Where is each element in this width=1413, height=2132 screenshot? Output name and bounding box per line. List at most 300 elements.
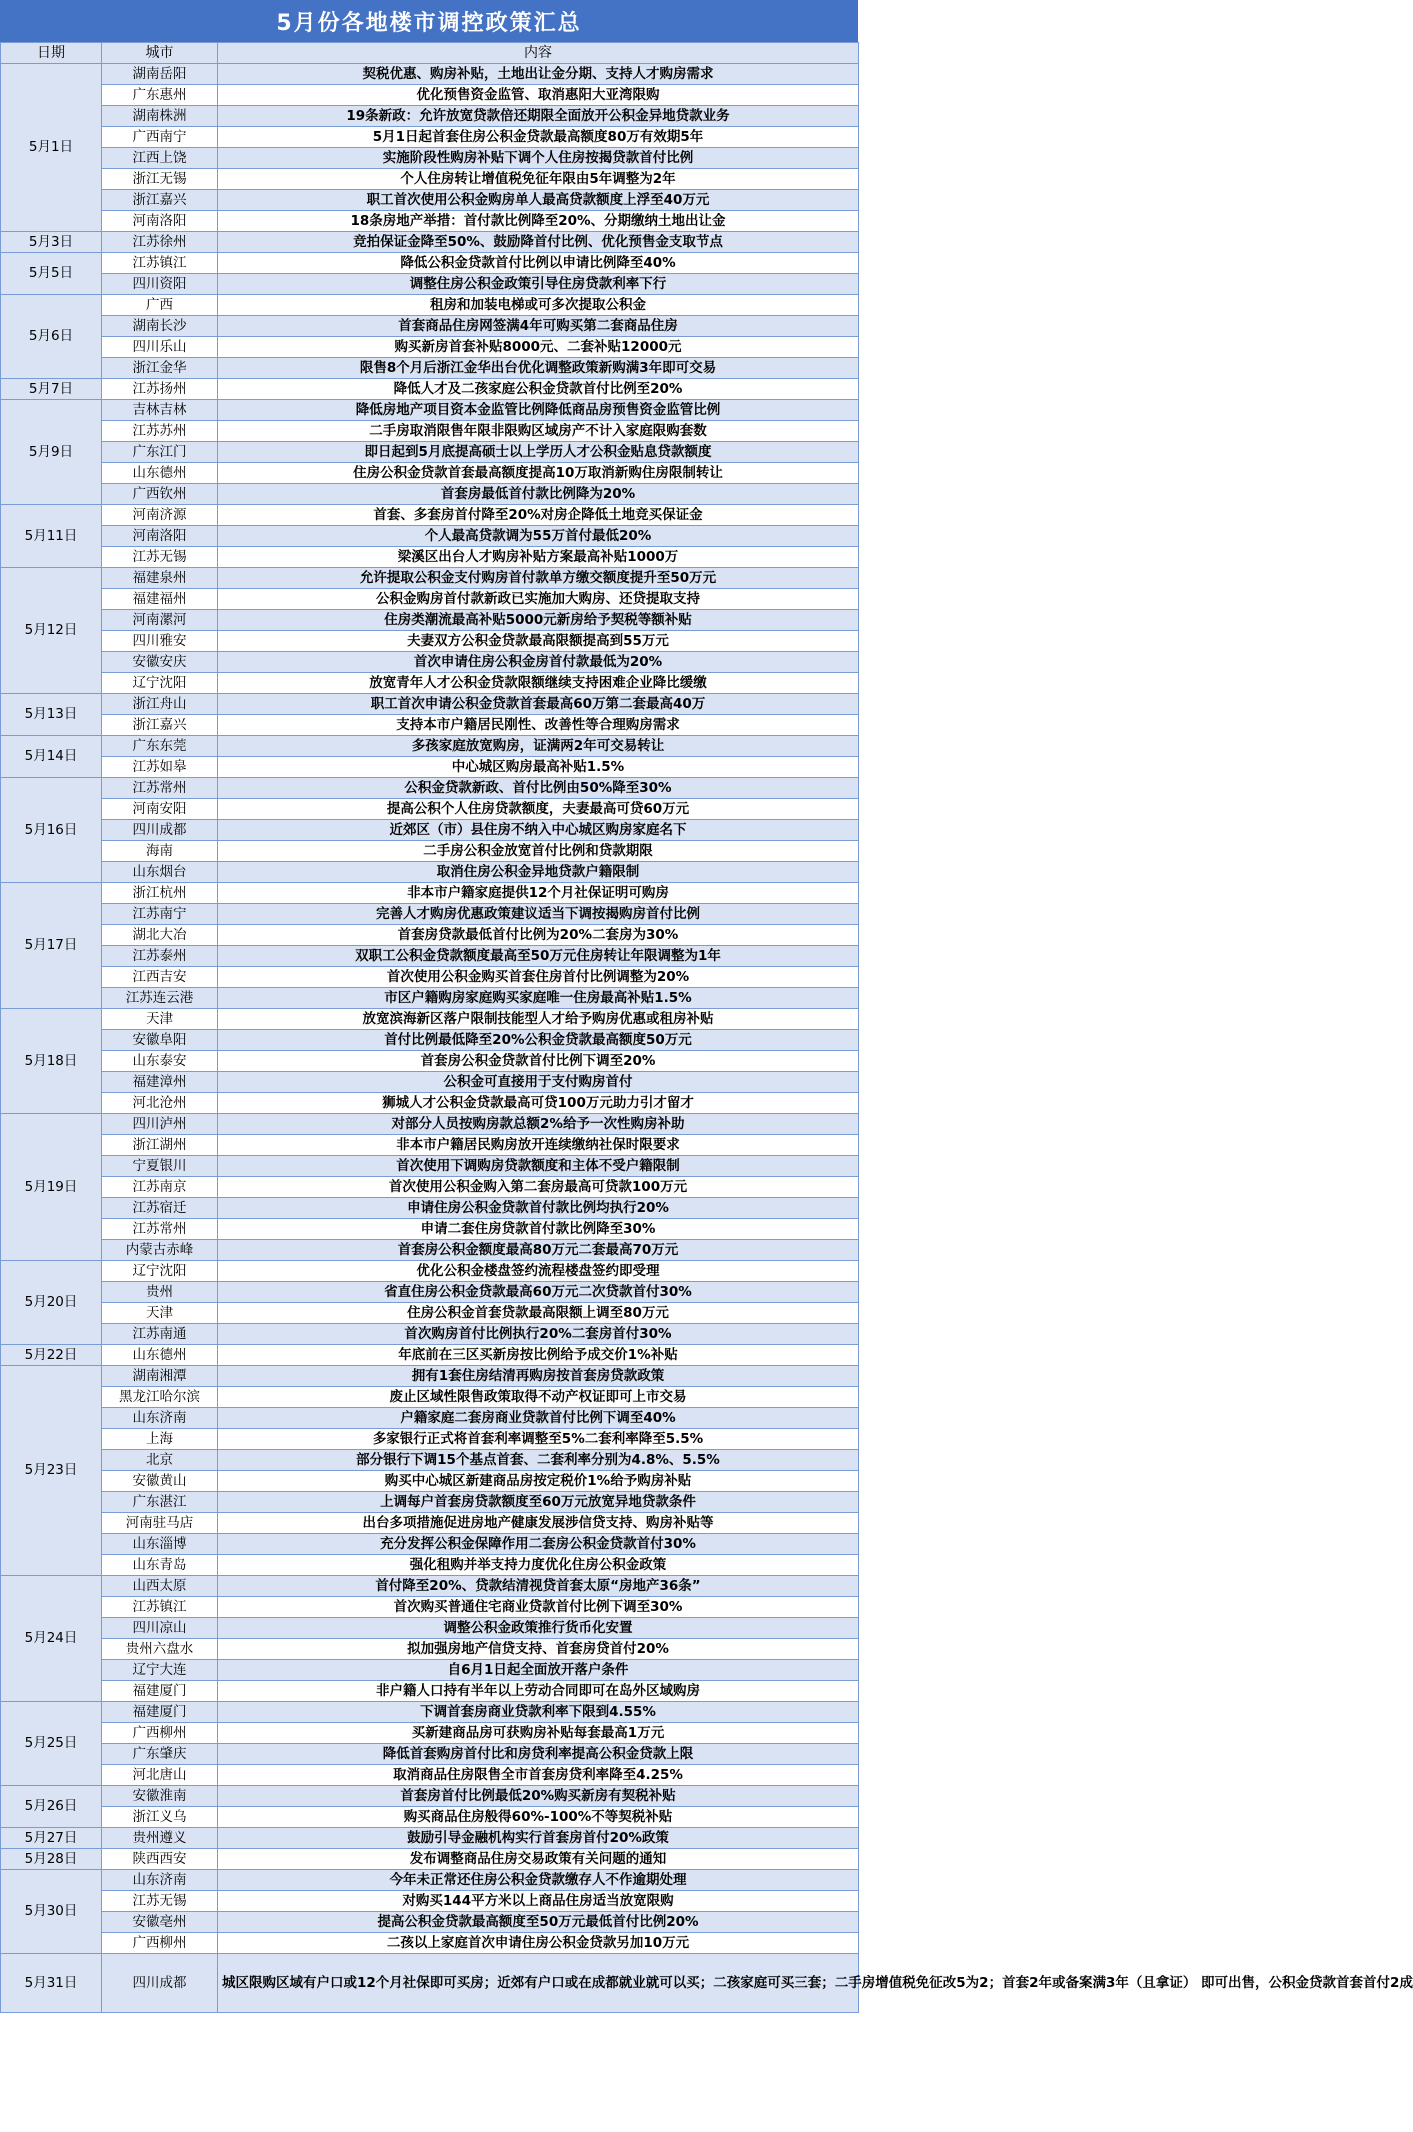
city-cell: 福建泉州 — [102, 568, 218, 589]
table-row — [1, 1534, 859, 1555]
content-cell: 二手房公积金放宽首付比例和贷款期限 — [218, 841, 859, 862]
table-row — [1, 568, 859, 589]
table-header-row — [1, 43, 859, 64]
city-cell: 辽宁大连 — [102, 1660, 218, 1681]
table-row — [1, 1177, 859, 1198]
table-row — [1, 1702, 859, 1723]
content-cell: 个人最高贷款调为55万首付最低20% — [218, 526, 859, 547]
content-cell: 首次购房首付比例执行20%二套房首付30% — [218, 1324, 859, 1345]
table-row — [1, 1240, 859, 1261]
content-cell: 对购买144平方米以上商品住房适当放宽限购 — [218, 1891, 859, 1912]
city-cell: 浙江嘉兴 — [102, 715, 218, 736]
content-cell: 购买商品住房般得60%-100%不等契税补贴 — [218, 1807, 859, 1828]
content-cell: 拟加强房地产信贷支持、首套房贷首付20% — [218, 1639, 859, 1660]
city-cell: 天津 — [102, 1303, 218, 1324]
content-cell: 梁溪区出台人才购房补贴方案最高补贴1000万 — [218, 547, 859, 568]
content-cell: 非本市户籍居民购房放开连续缴纳社保时限要求 — [218, 1135, 859, 1156]
city-cell: 福建漳州 — [102, 1072, 218, 1093]
city-cell: 江苏扬州 — [102, 379, 218, 400]
content-cell: 首套房最低首付款比例降为20% — [218, 484, 859, 505]
city-cell: 山东德州 — [102, 1345, 218, 1366]
city-cell: 江苏常州 — [102, 778, 218, 799]
city-cell: 福建福州 — [102, 589, 218, 610]
city-cell: 四川凉山 — [102, 1618, 218, 1639]
city-cell: 贵州遵义 — [102, 1828, 218, 1849]
content-cell: 二手房取消限售年限非限购区域房产不计入家庭限购套数 — [218, 421, 859, 442]
content-cell: 住房公积金贷款首套最高额度提高10万取消新购住房限制转让 — [218, 463, 859, 484]
table-row — [1, 1345, 859, 1366]
content-cell: 放宽青年人才公积金贷款限额继续支持困难企业降比缓缴 — [218, 673, 859, 694]
table-row — [1, 1114, 859, 1135]
table-row — [1, 631, 859, 652]
content-cell: 近郊区（市）县住房不纳入中心城区购房家庭名下 — [218, 820, 859, 841]
content-cell: 契税优惠、购房补贴，土地出让金分期、支持人才购房需求 — [218, 64, 859, 85]
content-cell: 允许提取公积金支付购房首付款单方缴交额度提升至50万元 — [218, 568, 859, 589]
content-cell: 年底前在三区买新房按比例给予成交价1%补贴 — [218, 1345, 859, 1366]
table-row — [1, 1618, 859, 1639]
table-row — [1, 778, 859, 799]
date-cell: 5月3日 — [1, 232, 102, 253]
content-cell: 首次使用公积金购买首套住房首付比例调整为20% — [218, 967, 859, 988]
content-cell: 提高公积金贷款最高额度至50万元最低首付比例20% — [218, 1912, 859, 1933]
table-row — [1, 799, 859, 820]
content-cell: 非户籍人口持有半年以上劳动合同即可在岛外区域购房 — [218, 1681, 859, 1702]
content-cell: 19条新政：允许放宽贷款倍还期限全面放开公积金异地贷款业务 — [218, 106, 859, 127]
table-row — [1, 1513, 859, 1534]
city-cell: 江苏镇江 — [102, 253, 218, 274]
city-cell: 陕西西安 — [102, 1849, 218, 1870]
content-cell: 竞拍保证金降至50%、鼓励降首付比例、优化预售金支取节点 — [218, 232, 859, 253]
city-cell: 广西柳州 — [102, 1723, 218, 1744]
content-cell: 降低房地产项目资本金监管比例降低商品房预售资金监管比例 — [218, 400, 859, 421]
city-cell: 福建厦门 — [102, 1681, 218, 1702]
city-cell: 江苏徐州 — [102, 232, 218, 253]
table-row — [1, 505, 859, 526]
content-cell: 中心城区购房最高补贴1.5% — [218, 757, 859, 778]
table-row — [1, 1870, 859, 1891]
content-cell: 拥有1套住房结清再购房按首套房贷款政策 — [218, 1366, 859, 1387]
city-cell: 江苏宿迁 — [102, 1198, 218, 1219]
table-row — [1, 1681, 859, 1702]
city-cell: 山东德州 — [102, 463, 218, 484]
date-cell: 5月12日 — [1, 568, 102, 694]
table-row — [1, 862, 859, 883]
table-row — [1, 1639, 859, 1660]
table-row — [1, 757, 859, 778]
city-cell: 山东济南 — [102, 1408, 218, 1429]
city-cell: 内蒙古赤峰 — [102, 1240, 218, 1261]
table-row — [1, 484, 859, 505]
city-cell: 江苏连云港 — [102, 988, 218, 1009]
city-cell: 广东惠州 — [102, 85, 218, 106]
table-row — [1, 1366, 859, 1387]
header-date: 日期 — [1, 43, 102, 64]
content-cell: 取消住房公积金异地贷款户籍限制 — [218, 862, 859, 883]
content-cell: 降低人才及二孩家庭公积金贷款首付比例至20% — [218, 379, 859, 400]
date-cell: 5月14日 — [1, 736, 102, 778]
city-cell: 四川泸州 — [102, 1114, 218, 1135]
table-row — [1, 1072, 859, 1093]
city-cell: 河南驻马店 — [102, 1513, 218, 1534]
date-cell: 5月31日 — [1, 1954, 102, 2013]
table-row — [1, 841, 859, 862]
date-cell: 5月22日 — [1, 1345, 102, 1366]
city-cell: 辽宁沈阳 — [102, 673, 218, 694]
content-cell: 个人住房转让增值税免征年限由5年调整为2年 — [218, 169, 859, 190]
content-cell: 市区户籍购房家庭购买家庭唯一住房最高补贴1.5% — [218, 988, 859, 1009]
content-cell: 首次使用下调购房贷款额度和主体不受户籍限制 — [218, 1156, 859, 1177]
city-cell: 北京 — [102, 1450, 218, 1471]
date-cell: 5月9日 — [1, 400, 102, 505]
city-cell: 江苏南京 — [102, 1177, 218, 1198]
table-row — [1, 1156, 859, 1177]
city-cell: 四川成都 — [102, 820, 218, 841]
table-row — [1, 1954, 859, 2013]
city-cell: 湖南岳阳 — [102, 64, 218, 85]
table-row — [1, 1933, 859, 1954]
table-row — [1, 1450, 859, 1471]
city-cell: 江苏无锡 — [102, 1891, 218, 1912]
city-cell: 河南漯河 — [102, 610, 218, 631]
content-cell: 公积金贷款新政、首付比例由50%降至30% — [218, 778, 859, 799]
date-cell: 5月18日 — [1, 1009, 102, 1114]
city-cell: 河南济源 — [102, 505, 218, 526]
city-cell: 辽宁沈阳 — [102, 1261, 218, 1282]
city-cell: 广西柳州 — [102, 1933, 218, 1954]
table-row — [1, 694, 859, 715]
city-cell: 江西上饶 — [102, 148, 218, 169]
table-row — [1, 463, 859, 484]
table-row — [1, 316, 859, 337]
city-cell: 浙江义乌 — [102, 1807, 218, 1828]
table-row — [1, 589, 859, 610]
content-cell: 强化租购并举支持力度优化住房公积金政策 — [218, 1555, 859, 1576]
content-cell: 5月1日起首套住房公积金贷款最高额度80万有效期5年 — [218, 127, 859, 148]
city-cell: 宁夏银川 — [102, 1156, 218, 1177]
content-cell: 公积金购房首付款新政已实施加大购房、还贷提取支持 — [218, 589, 859, 610]
content-cell: 首付降至20%、贷款结清视贷首套太原“房地产36条” — [218, 1576, 859, 1597]
date-cell: 5月26日 — [1, 1786, 102, 1828]
date-cell: 5月5日 — [1, 253, 102, 295]
table-row — [1, 358, 859, 379]
table-row — [1, 967, 859, 988]
city-cell: 湖北大冶 — [102, 925, 218, 946]
city-cell: 江苏泰州 — [102, 946, 218, 967]
content-cell: 出台多项措施促进房地产健康发展涉信贷支持、购房补贴等 — [218, 1513, 859, 1534]
content-cell: 调整公积金政策推行货币化安置 — [218, 1618, 859, 1639]
content-cell: 省直住房公积金贷款最高60万元二次贷款首付30% — [218, 1282, 859, 1303]
content-cell: 户籍家庭二套房商业贷款首付比例下调至40% — [218, 1408, 859, 1429]
city-cell: 浙江杭州 — [102, 883, 218, 904]
table-row — [1, 1723, 859, 1744]
table-row — [1, 1093, 859, 1114]
table-row — [1, 1471, 859, 1492]
content-cell: 职工首次使用公积金购房单人最高贷款额度上浮至40万元 — [218, 190, 859, 211]
content-cell: 首次申请住房公积金房首付款最低为20% — [218, 652, 859, 673]
city-cell: 安徽黄山 — [102, 1471, 218, 1492]
city-cell: 江苏常州 — [102, 1219, 218, 1240]
content-cell: 首套房公积金额度最高80万元二套最高70万元 — [218, 1240, 859, 1261]
city-cell: 湖南湘潭 — [102, 1366, 218, 1387]
city-cell: 吉林吉林 — [102, 400, 218, 421]
content-cell: 买新建商品房可获购房补贴每套最高1万元 — [218, 1723, 859, 1744]
table-row — [1, 925, 859, 946]
city-cell: 上海 — [102, 1429, 218, 1450]
table-row — [1, 232, 859, 253]
city-cell: 江苏南宁 — [102, 904, 218, 925]
date-cell: 5月23日 — [1, 1366, 102, 1576]
table-row — [1, 1303, 859, 1324]
table-row — [1, 85, 859, 106]
table-row — [1, 1282, 859, 1303]
content-cell: 租房和加装电梯或可多次提取公积金 — [218, 295, 859, 316]
table-row — [1, 1807, 859, 1828]
city-cell: 河南洛阳 — [102, 211, 218, 232]
date-cell: 5月1日 — [1, 64, 102, 232]
table-row — [1, 274, 859, 295]
city-cell: 河南洛阳 — [102, 526, 218, 547]
table-row — [1, 1408, 859, 1429]
content-cell: 首套房首付比例最低20%购买新房有契税补贴 — [218, 1786, 859, 1807]
city-cell: 山东泰安 — [102, 1051, 218, 1072]
table-row — [1, 1660, 859, 1681]
city-cell: 浙江无锡 — [102, 169, 218, 190]
city-cell: 山东烟台 — [102, 862, 218, 883]
content-cell: 降低公积金贷款首付比例以申请比例降至40% — [218, 253, 859, 274]
content-cell: 多孩家庭放宽购房，证满两2年可交易转让 — [218, 736, 859, 757]
table-row — [1, 379, 859, 400]
content-cell: 即日起到5月底提高硕士以上学历人才公积金贴息贷款额度 — [218, 442, 859, 463]
content-cell: 首次使用公积金购入第二套房最高可贷款100万元 — [218, 1177, 859, 1198]
content-cell: 住房类潮流最高补贴5000元新房给予契税等额补贴 — [218, 610, 859, 631]
city-cell: 湖南株洲 — [102, 106, 218, 127]
date-cell: 5月19日 — [1, 1114, 102, 1261]
city-cell: 广西钦州 — [102, 484, 218, 505]
city-cell: 黑龙江哈尔滨 — [102, 1387, 218, 1408]
table-row — [1, 1849, 859, 1870]
policy-table — [0, 42, 1413, 2013]
city-cell: 安徽安庆 — [102, 652, 218, 673]
table-row — [1, 1051, 859, 1072]
content-cell: 对部分人员按购房款总额2%给予一次性购房补助 — [218, 1114, 859, 1135]
city-cell: 广东江门 — [102, 442, 218, 463]
table-row — [1, 106, 859, 127]
table-row — [1, 1135, 859, 1156]
content-cell: 申请住房公积金贷款首付款比例均执行20% — [218, 1198, 859, 1219]
city-cell: 山东青岛 — [102, 1555, 218, 1576]
city-cell: 海南 — [102, 841, 218, 862]
table-row — [1, 1429, 859, 1450]
date-cell: 5月24日 — [1, 1576, 102, 1702]
city-cell: 江苏南通 — [102, 1324, 218, 1345]
table-row — [1, 400, 859, 421]
date-cell: 5月7日 — [1, 379, 102, 400]
content-cell: 住房公积金首套贷款最高限额上调至80万元 — [218, 1303, 859, 1324]
table-row — [1, 547, 859, 568]
content-cell: 18条房地产举措：首付款比例降至20%、分期缴纳土地出让金 — [218, 211, 859, 232]
table-row — [1, 715, 859, 736]
table-row — [1, 1261, 859, 1282]
content-cell: 鼓励引导金融机构实行首套房首付20%政策 — [218, 1828, 859, 1849]
content-cell: 购买中心城区新建商品房按定税价1%给予购房补贴 — [218, 1471, 859, 1492]
city-cell: 四川成都 — [102, 1954, 218, 2013]
city-cell: 贵州六盘水 — [102, 1639, 218, 1660]
table-row — [1, 1912, 859, 1933]
content-cell: 自6月1日起全面放开落户条件 — [218, 1660, 859, 1681]
city-cell: 安徽阜阳 — [102, 1030, 218, 1051]
header-city: 城市 — [102, 43, 218, 64]
page-title: 5月份各地楼市调控政策汇总 — [0, 0, 858, 42]
table-row — [1, 526, 859, 547]
date-cell: 5月16日 — [1, 778, 102, 883]
city-cell: 贵州 — [102, 1282, 218, 1303]
table-row — [1, 442, 859, 463]
content-cell: 实施阶段性购房补贴下调个人住房按揭贷款首付比例 — [218, 148, 859, 169]
city-cell: 安徽亳州 — [102, 1912, 218, 1933]
content-cell: 限售8个月后浙江金华出台优化调整政策新购满3年即可交易 — [218, 358, 859, 379]
content-cell: 部分银行下调15个基点首套、二套利率分别为4.8%、5.5% — [218, 1450, 859, 1471]
date-cell: 5月30日 — [1, 1870, 102, 1954]
table-row — [1, 1219, 859, 1240]
table-row — [1, 1009, 859, 1030]
content-cell: 优化公积金楼盘签约流程楼盘签约即受理 — [218, 1261, 859, 1282]
date-cell: 5月28日 — [1, 1849, 102, 1870]
table-row — [1, 1198, 859, 1219]
content-cell: 夫妻双方公积金贷款最高限额提高到55万元 — [218, 631, 859, 652]
content-cell: 提高公积个人住房贷款额度，夫妻最高可贷60万元 — [218, 799, 859, 820]
table-row — [1, 652, 859, 673]
city-cell: 湖南长沙 — [102, 316, 218, 337]
city-cell: 江苏镇江 — [102, 1597, 218, 1618]
table-row — [1, 1765, 859, 1786]
table-row — [1, 904, 859, 925]
content-cell: 优化预售资金监管、取消惠阳大亚湾限购 — [218, 85, 859, 106]
table-row — [1, 1030, 859, 1051]
table-row — [1, 211, 859, 232]
table-row — [1, 1576, 859, 1597]
content-cell: 首套商品住房网签满4年可购买第二套商品住房 — [218, 316, 859, 337]
content-cell: 调整住房公积金政策引导住房贷款利率下行 — [218, 274, 859, 295]
table-row — [1, 883, 859, 904]
city-cell: 广西 — [102, 295, 218, 316]
content-cell: 非本市户籍家庭提供12个月社保证明可购房 — [218, 883, 859, 904]
city-cell: 广东湛江 — [102, 1492, 218, 1513]
city-cell: 江苏无锡 — [102, 547, 218, 568]
table-row — [1, 1891, 859, 1912]
date-cell: 5月11日 — [1, 505, 102, 568]
city-cell: 江西吉安 — [102, 967, 218, 988]
date-cell: 5月27日 — [1, 1828, 102, 1849]
city-cell: 福建厦门 — [102, 1702, 218, 1723]
city-cell: 浙江舟山 — [102, 694, 218, 715]
date-cell: 5月25日 — [1, 1702, 102, 1786]
content-cell: 放宽滨海新区落户限制技能型人才给予购房优惠或租房补贴 — [218, 1009, 859, 1030]
table-row — [1, 64, 859, 85]
table-row — [1, 169, 859, 190]
date-cell: 5月17日 — [1, 883, 102, 1009]
content-cell: 多家银行正式将首套利率调整至5%二套利率降至5.5% — [218, 1429, 859, 1450]
date-cell: 5月20日 — [1, 1261, 102, 1345]
content-cell: 狮城人才公积金贷款最高可贷100万元助力引才留才 — [218, 1093, 859, 1114]
table-row — [1, 190, 859, 211]
table-row — [1, 1597, 859, 1618]
content-cell: 首付比例最低降至20%公积金贷款最高额度50万元 — [218, 1030, 859, 1051]
table-row — [1, 148, 859, 169]
city-cell: 广西南宁 — [102, 127, 218, 148]
city-cell: 河北唐山 — [102, 1765, 218, 1786]
content-cell: 城区限购区域有户口或12个月社保即可买房；近郊有户口或在成都就业就可以买；二孩家庭可买三套；二手房增值税免征改5为2；首套2年或备案满3年（且拿证） 即可出售，公积金贷款首套首付2成 — [218, 1954, 859, 2013]
table-row — [1, 1492, 859, 1513]
date-cell: 5月13日 — [1, 694, 102, 736]
content-cell: 支持本市户籍居民刚性、改善性等合理购房需求 — [218, 715, 859, 736]
content-cell: 申请二套住房贷款首付款比例降至30% — [218, 1219, 859, 1240]
content-cell: 取消商品住房限售全市首套房贷利率降至4.25% — [218, 1765, 859, 1786]
table-row — [1, 295, 859, 316]
city-cell: 山东济南 — [102, 1870, 218, 1891]
table-row — [1, 253, 859, 274]
city-cell: 浙江金华 — [102, 358, 218, 379]
table-row — [1, 673, 859, 694]
content-cell: 首套、多套房首付降至20%对房企降低土地竞买保证金 — [218, 505, 859, 526]
table-row — [1, 1828, 859, 1849]
city-cell: 四川资阳 — [102, 274, 218, 295]
content-cell: 下调首套房商业贷款利率下限到4.55% — [218, 1702, 859, 1723]
content-cell: 二孩以上家庭首次申请住房公积金贷款另加10万元 — [218, 1933, 859, 1954]
table-row — [1, 421, 859, 442]
table-row — [1, 988, 859, 1009]
city-cell: 山东淄博 — [102, 1534, 218, 1555]
date-cell: 5月6日 — [1, 295, 102, 379]
city-cell: 四川雅安 — [102, 631, 218, 652]
content-cell: 完善人才购房优惠政策建议适当下调按揭购房首付比例 — [218, 904, 859, 925]
table-row — [1, 1555, 859, 1576]
header-content: 内容 — [218, 43, 859, 64]
table-row — [1, 946, 859, 967]
city-cell: 江苏苏州 — [102, 421, 218, 442]
city-cell: 广东东莞 — [102, 736, 218, 757]
table-row — [1, 337, 859, 358]
content-cell: 双职工公积金贷款额度最高至50万元住房转让年限调整为1年 — [218, 946, 859, 967]
content-cell: 购买新房首套补贴8000元、二套补贴12000元 — [218, 337, 859, 358]
content-cell: 上调每户首套房贷款额度至60万元放宽异地贷款条件 — [218, 1492, 859, 1513]
city-cell: 浙江湖州 — [102, 1135, 218, 1156]
content-cell: 首套房贷款最低首付比例为20%二套房为30% — [218, 925, 859, 946]
table-row — [1, 1786, 859, 1807]
table-row — [1, 1324, 859, 1345]
city-cell: 四川乐山 — [102, 337, 218, 358]
content-cell: 发布调整商品住房交易政策有关问题的通知 — [218, 1849, 859, 1870]
content-cell: 公积金可直接用于支付购房首付 — [218, 1072, 859, 1093]
city-cell: 河南安阳 — [102, 799, 218, 820]
table-row — [1, 1744, 859, 1765]
table-row — [1, 127, 859, 148]
table-row — [1, 736, 859, 757]
table-row — [1, 1387, 859, 1408]
table-row — [1, 820, 859, 841]
city-cell: 江苏如皋 — [102, 757, 218, 778]
content-cell: 职工首次申请公积金贷款首套最高60万第二套最高40万 — [218, 694, 859, 715]
city-cell: 安徽淮南 — [102, 1786, 218, 1807]
content-cell: 充分发挥公积金保障作用二套房公积金贷款首付30% — [218, 1534, 859, 1555]
city-cell: 天津 — [102, 1009, 218, 1030]
table-row — [1, 610, 859, 631]
city-cell: 山西太原 — [102, 1576, 218, 1597]
content-cell: 首套房公积金贷款首付比例下调至20% — [218, 1051, 859, 1072]
content-cell: 今年未正常还住房公积金贷款缴存人不作逾期处理 — [218, 1870, 859, 1891]
city-cell: 河北沧州 — [102, 1093, 218, 1114]
content-cell: 降低首套购房首付比和房贷利率提高公积金贷款上限 — [218, 1744, 859, 1765]
content-cell: 废止区域性限售政策取得不动产权证即可上市交易 — [218, 1387, 859, 1408]
